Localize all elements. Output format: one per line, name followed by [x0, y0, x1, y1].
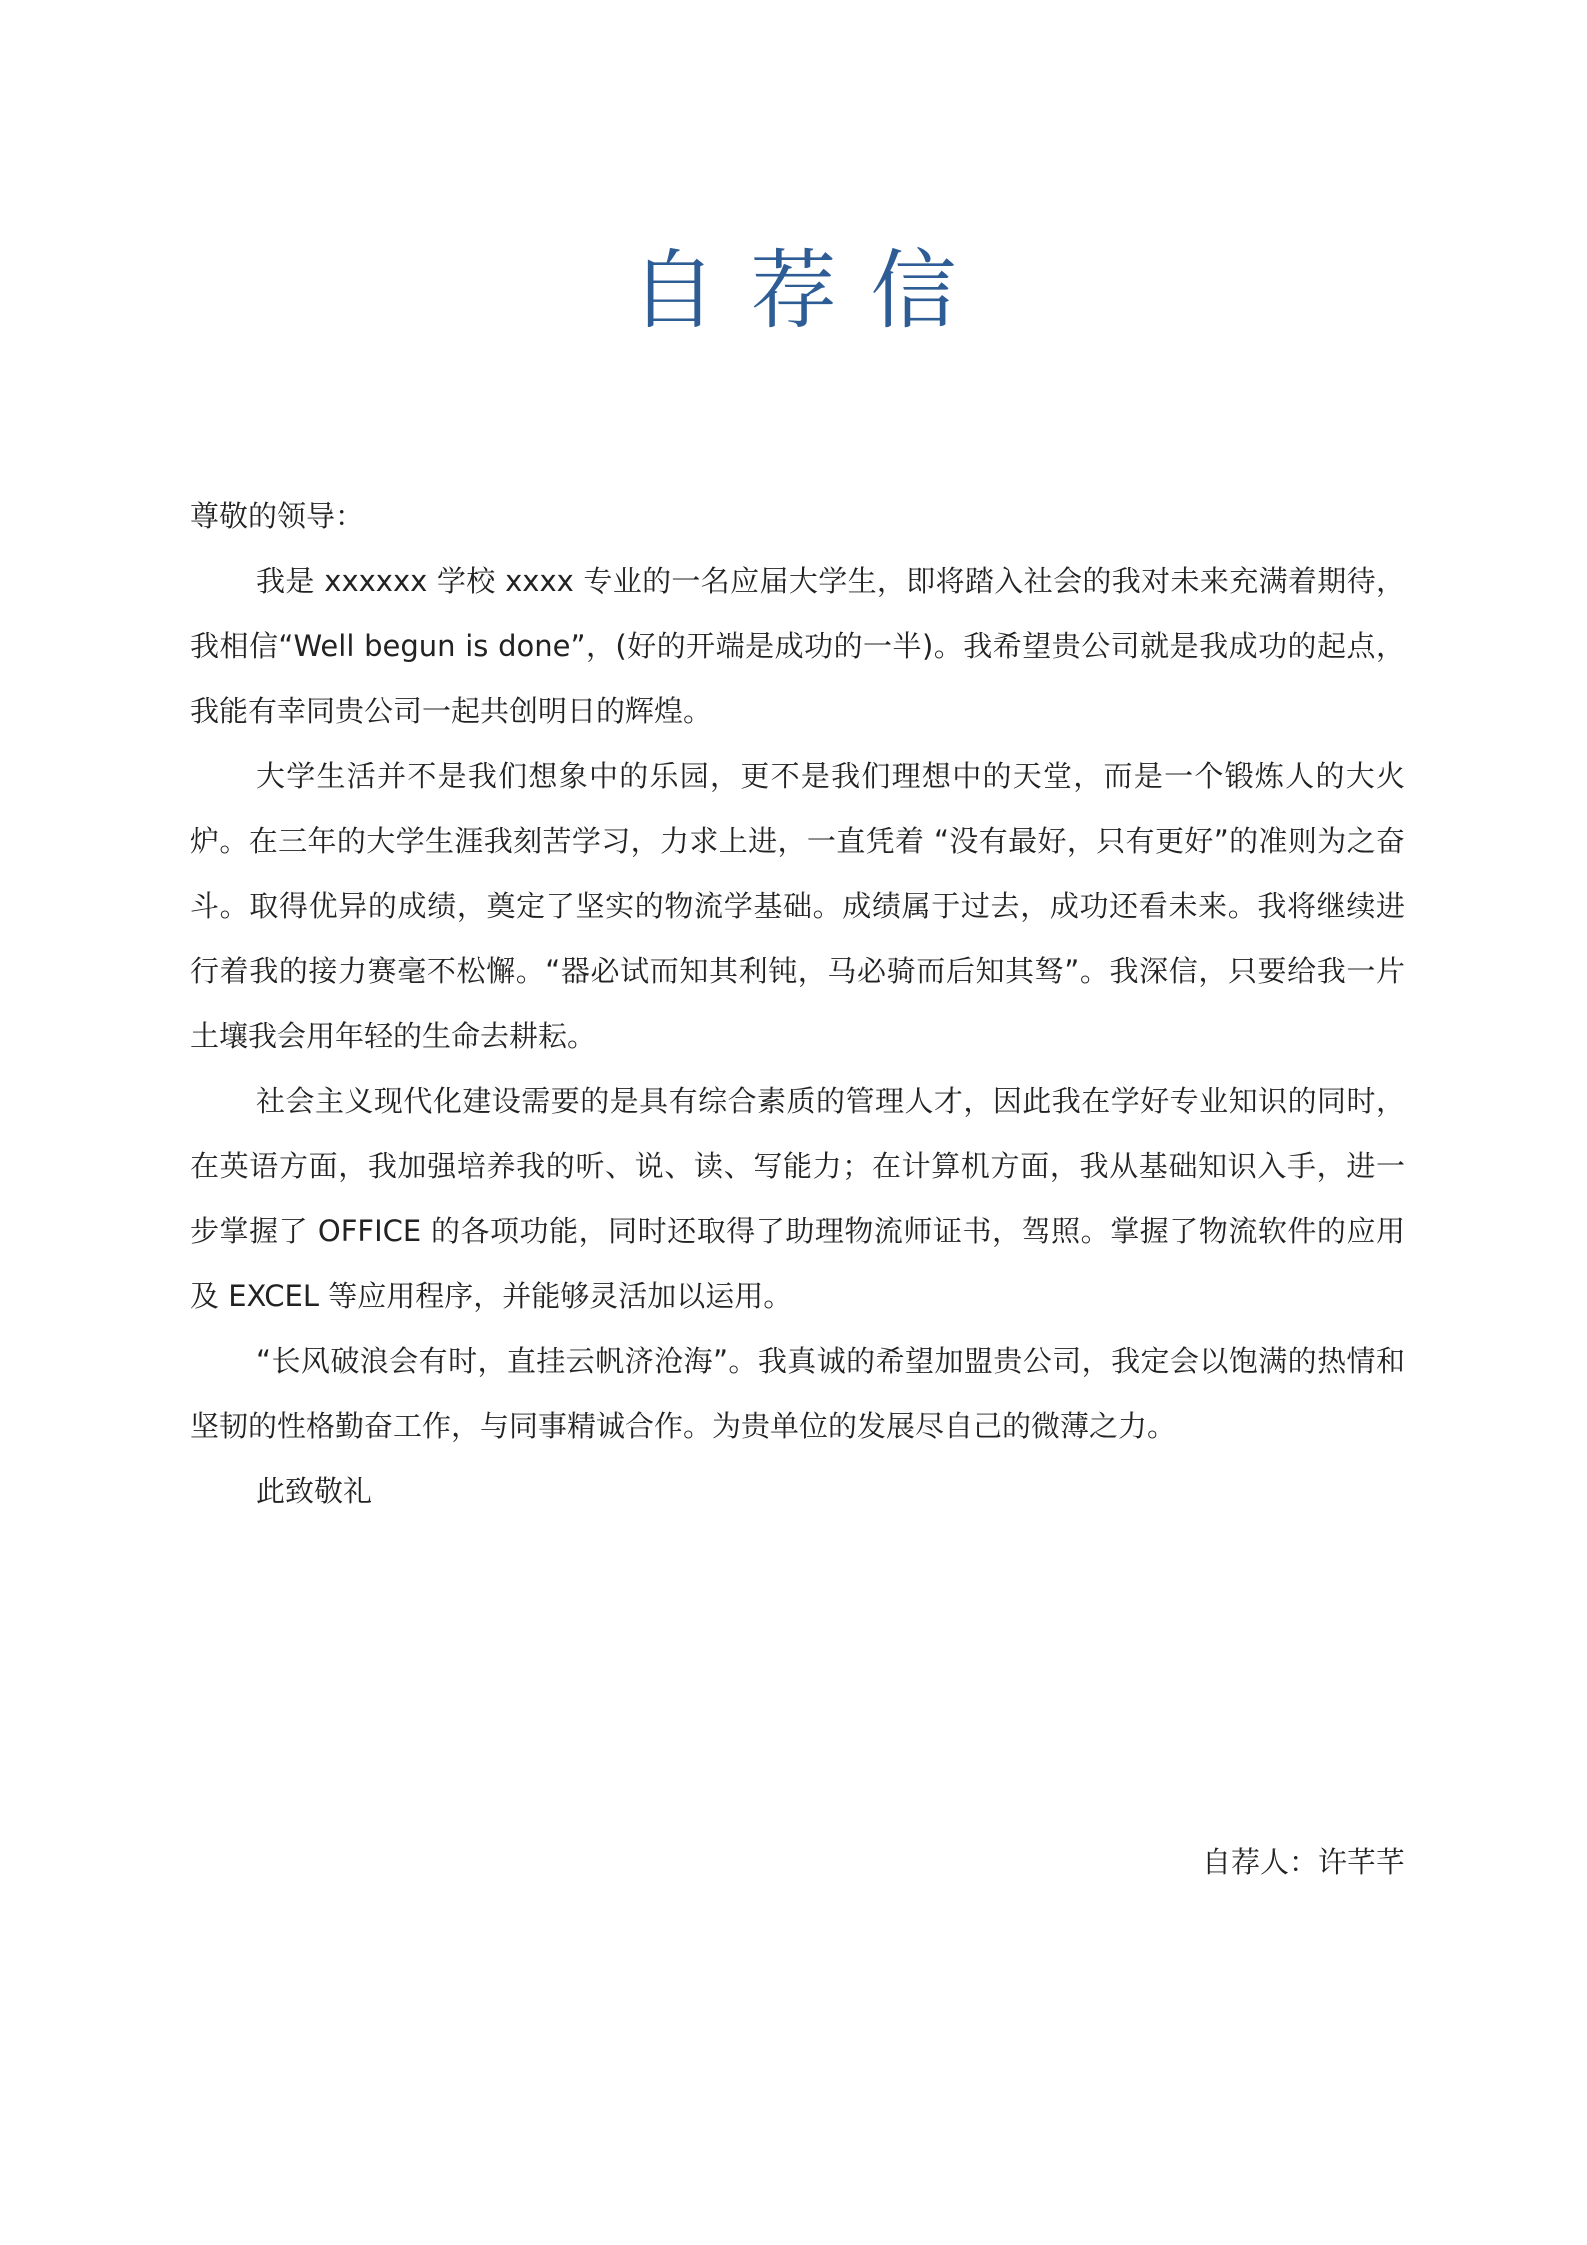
paragraph-university: 大学生活并不是我们想象中的乐园，更不是我们理想中的天堂，而是一个锻炼人的大火炉。在三年的大学生涯我刻苦学习，力求上进，一直凭着 “没有最好，只有更好”的准则为之奋斗。取得优异的成绩，奠定了坚实的物流学基础。成绩属于过去，成功还看未来。我将继续进行着我的接力赛毫不松懈。“器必试而知其利钝，马必骑而后知其驽”。我深信，只要给我一片土壤我会用年轻的生命去耕耘。 — [190, 759, 1405, 1053]
paragraph-skills: 社会主义现代化建设需要的是具有综合素质的管理人才，因此我在学好专业知识的同时，在英语方面，我加强培养我的听、说、读、写能力；在计算机方面，我从基础知识入手，进一步掌握了 OFFICE 的各项功能，同时还取得了助理物流师证书，驾照。掌握了物流软件的应用及 EXCEL 等应用程序，并能够灵活加以运用。 — [190, 1084, 1405, 1313]
closing-phrase: 此致敬礼 — [256, 1474, 373, 1508]
salutation: 尊敬的领导： — [190, 499, 365, 533]
paragraph-conclusion: “长风破浪会有时，直挂云帆济沧海”。我真诚的希望加盟贵公司，我定会以饱满的热情和坚韧的性格勤奋工作，与同事精诚合作。为贵单位的发展尽自己的微薄之力。 — [190, 1344, 1405, 1443]
paragraph-intro: 我是 xxxxxx 学校 xxxx 专业的一名应届大学生，即将踏入社会的我对未来充满着期待，我相信“Well begun is done”，(好的开端是成功的一半)。我希望贵公司就是我成功的起点，我能有幸同贵公司一起共创明日的辉煌。 — [190, 564, 1405, 728]
signature: 自荐人：许芊芊 — [1201, 1845, 1405, 1879]
letter-title: 自荐信 — [630, 241, 991, 341]
letter-body — [190, 484, 1405, 1524]
